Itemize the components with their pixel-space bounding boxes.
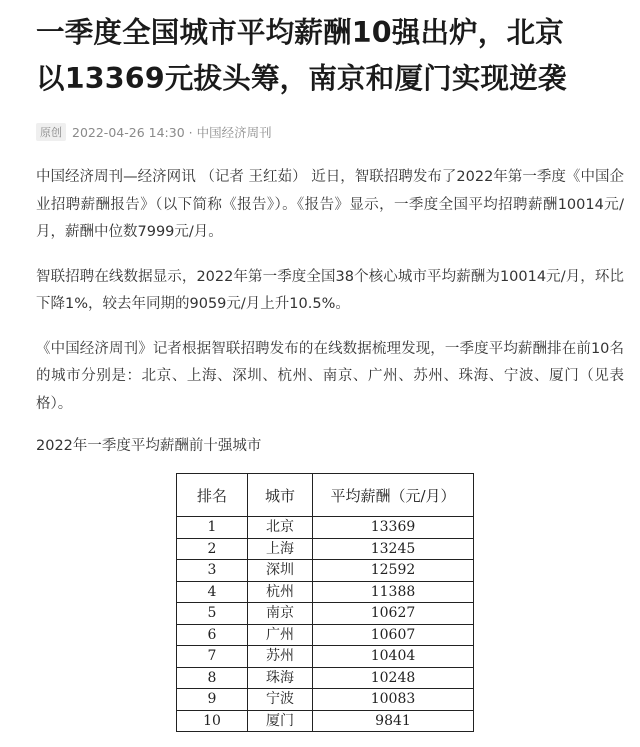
title-line-2: 以13369元拔头筹，南京和厦门实现逆袭 [36,62,567,95]
header-city: 城市 [248,474,313,517]
cell-salary: 11388 [313,581,474,603]
header-salary: 平均薪酬（元/月） [313,474,474,517]
header-rank: 排名 [177,474,248,517]
cell-salary: 10248 [313,667,474,689]
table-row [177,710,474,732]
cell-rank: 9 [177,689,248,711]
cell-city: 深圳 [248,560,313,582]
cell-city: 广州 [248,624,313,646]
cell-city: 宁波 [248,689,313,711]
cell-salary: 13369 [313,517,474,539]
cell-city: 南京 [248,603,313,625]
cell-salary: 10607 [313,624,474,646]
table-row [177,517,474,539]
cell-rank: 3 [177,560,248,582]
paragraph-1: 中国经济周刊—经济网讯 （记者 王红茹） 近日，智联招聘发布了2022年第一季度《中国企业招聘薪酬报告》（以下简称《报告》）。《报告》显示，一季度全国平均招聘薪酬10014元/月，薪酬中位数7999元/月。 [36,169,624,240]
table-row [177,560,474,582]
meta-separator: · [184,124,197,140]
article-body [36,164,624,732]
table-row [177,624,474,646]
cell-city: 珠海 [248,667,313,689]
cell-rank: 7 [177,646,248,668]
cell-city: 厦门 [248,710,313,732]
cell-rank: 1 [177,517,248,539]
cell-rank: 4 [177,581,248,603]
cell-salary: 9841 [313,710,474,732]
paragraph-2: 智联招聘在线数据显示，2022年第一季度全国38个核心城市平均薪酬为10014元/月，环比下降1%，较去年同期的9059元/月上升10.5%。 [36,268,624,312]
table-row [177,667,474,689]
paragraph-3: 《中国经济周刊》记者根据智联招聘发布的在线数据梳理发现，一季度平均薪酬排在前10名的城市分别是：北京、上海、深圳、杭州、南京、广州、苏州、珠海、宁波、厦门（见表格）。 [36,340,624,412]
cell-city: 杭州 [248,581,313,603]
salary-ranking-table [176,473,474,732]
cell-salary: 12592 [313,560,474,582]
table-row [177,603,474,625]
table-row [177,689,474,711]
cell-rank: 8 [177,667,248,689]
cell-city: 北京 [248,517,313,539]
title-line-1: 一季度全国城市平均薪酬10强出炉，北京 [36,16,564,49]
cell-salary: 10083 [313,689,474,711]
table-caption: 2022年一季度平均薪酬前十强城市 [36,438,262,454]
article-source[interactable]: 中国经济周刊 [196,125,272,140]
cell-salary: 13245 [313,538,474,560]
cell-rank: 10 [177,710,248,732]
table-row [177,581,474,603]
cell-rank: 5 [177,603,248,625]
publish-datetime: 2022-04-26 14:30 [72,124,185,140]
cell-rank: 6 [177,624,248,646]
table-header-row [177,474,474,517]
table-row [177,646,474,668]
article-title [36,10,624,102]
cell-salary: 10404 [313,646,474,668]
article-meta [36,122,624,142]
original-badge: 原创 [36,123,66,141]
cell-salary: 10627 [313,603,474,625]
cell-city: 上海 [248,538,313,560]
cell-city: 苏州 [248,646,313,668]
table-row [177,538,474,560]
table-body [177,517,474,732]
cell-rank: 2 [177,538,248,560]
